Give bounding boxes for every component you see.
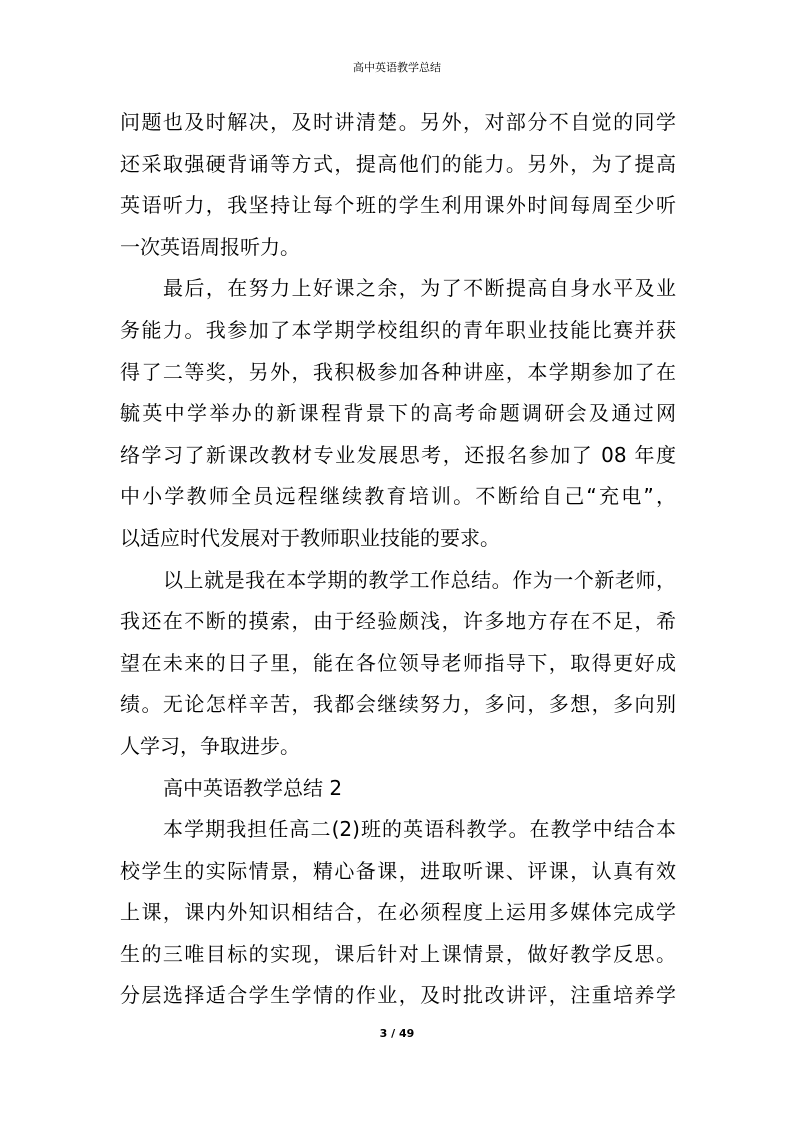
page-header: 高中英语教学总结	[353, 61, 441, 74]
text-line: 绩。无论怎样辛苦，我都会继续努力，多问，多想，多向别	[120, 692, 676, 717]
text-line: 以上就是我在本学期的教学工作总结。作为一个新老师，	[163, 567, 676, 592]
text-line: 望在未来的日子里，能在各位领导老师指导下，取得更好成	[120, 650, 676, 675]
text-line: 我还在不断的摸索，由于经验颇浅，许多地方存在不足，希	[120, 609, 676, 634]
text-line: 毓英中学举办的新课程背景下的高考命题调研会及通过网	[120, 401, 676, 426]
text-line: 以适应时代发展对于教师职业技能的要求。	[120, 525, 500, 550]
text-line: 中小学教师全员远程继续教育培训。不断给自己“充电”，	[120, 484, 676, 509]
text-line: 务能力。我参加了本学期学校组织的青年职业技能比赛并获	[120, 317, 676, 342]
document-body	[120, 102, 676, 1017]
text-line: 生的三唯目标的实现，课后针对上课情景，做好教学反思。	[120, 941, 676, 966]
page-number: 3 / 49	[379, 1027, 415, 1040]
text-line: 一次英语周报听力。	[120, 234, 300, 259]
text-line: 分层选择适合学生学情的作业，及时批改讲评，注重培养学	[120, 983, 676, 1008]
text-line: 本学期我担任高二(2)班的英语科教学。在教学中结合本	[163, 817, 676, 842]
text-line: 校学生的实际情景，精心备课，进取听课、评课，认真有效	[120, 858, 676, 883]
text-line: 络学习了新课改教材专业发展思考，还报名参加了 08 年度	[120, 442, 676, 467]
text-line: 高中英语教学总结 2	[163, 775, 343, 800]
text-line: 问题也及时解决，及时讲清楚。另外，对部分不自觉的同学	[120, 110, 676, 134]
text-line: 得了二等奖，另外，我积极参加各种讲座，本学期参加了在	[120, 359, 676, 384]
text-line: 英语听力，我坚持让每个班的学生利用课外时间每周至少听	[120, 193, 676, 218]
text-line: 人学习，争取进步。	[120, 733, 300, 758]
text-line: 上课，课内外知识相结合，在必须程度上运用多媒体完成学	[120, 900, 676, 925]
text-line: 还采取强硬背诵等方式，提高他们的能力。另外，为了提高	[120, 151, 676, 176]
text-line: 最后，在努力上好课之余，为了不断提高自身水平及业	[163, 276, 676, 301]
